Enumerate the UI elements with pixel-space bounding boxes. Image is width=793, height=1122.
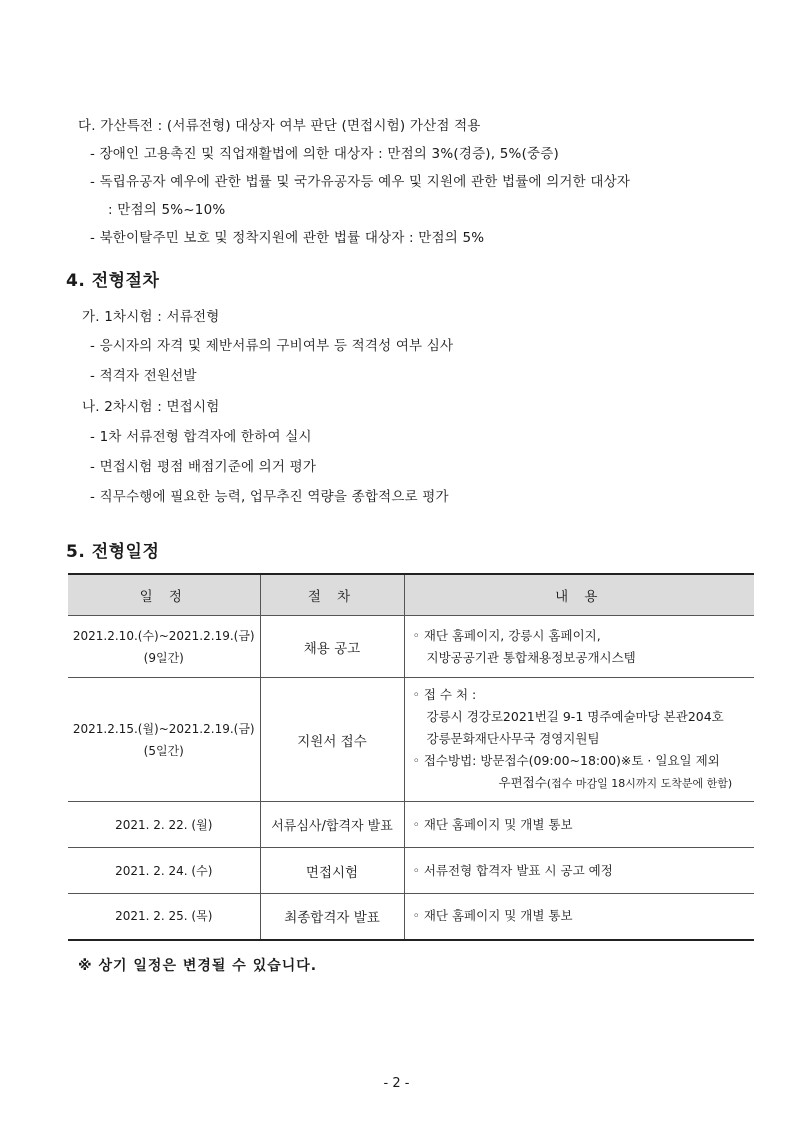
schedule-table: [68, 573, 754, 941]
bonus-title: 다. 가산특전 : (서류전형) 대상자 여부 판단 (면접시험) 가산점 적용: [78, 118, 481, 134]
bonus-item-defectors: - 북한이탈주민 보호 및 정착지원에 관한 법률 대상자 : 만점의 5%: [90, 230, 485, 246]
table-header-row: [68, 574, 754, 616]
table-row: [68, 802, 754, 848]
row-date: 2021. 2. 24. (수): [68, 848, 260, 894]
row-step: 최종합격자 발표: [260, 894, 404, 940]
bonus-item-disabled: - 장애인 고용촉진 및 직업재활법에 의한 대상자 : 만점의 3%(경증), 5%(중증): [90, 146, 559, 162]
stage2-item: - 1차 서류전형 합격자에 한하여 실시: [90, 429, 312, 445]
row-content: ◦ 서류전형 합격자 발표 시 공고 예정: [404, 848, 754, 894]
section5-heading: 5. 전형일정: [66, 542, 160, 562]
stage2-title: 나. 2차시험 : 면접시험: [82, 399, 220, 415]
table-row: [68, 678, 754, 802]
row-content: ◦ 접 수 처 : 강릉시 경강로2021번길 9-1 명주예술마당 본관204호 강릉문화재단사무국 경영지원팀 ◦ 접수방법: 방문접수(09:00~18:00)※토 · 일요일 제외 우편접수(접수 마감일 18시까지 도착분에 한함): [404, 678, 754, 802]
bonus-item-veterans-score: : 만점의 5%~10%: [108, 202, 226, 218]
row-date: 2021. 2. 22. (월): [68, 802, 260, 848]
stage1-title: 가. 1차시험 : 서류전형: [82, 309, 220, 325]
table-row: [68, 848, 754, 894]
page-number: - 2 -: [383, 1076, 410, 1091]
stage1-item: - 적격자 전원선발: [90, 368, 197, 384]
stage2-item: - 직무수행에 필요한 능력, 업무추진 역량을 종합적으로 평가: [90, 489, 449, 505]
table-row: [68, 616, 754, 678]
row-step: 지원서 접수: [260, 678, 404, 802]
schedule-note: ※ 상기 일정은 변경될 수 있습니다.: [78, 958, 318, 974]
bonus-item-veterans: - 독립유공자 예우에 관한 법률 및 국가유공자등 예우 및 지원에 관한 법률에 의거한 대상자: [90, 174, 631, 190]
header-step: 절 차: [260, 574, 404, 616]
row-date: 2021.2.10.(수)~2021.2.19.(금) (9일간): [68, 616, 260, 678]
section4-heading: 4. 전형절차: [66, 271, 160, 291]
row-content: ◦ 재단 홈페이지, 강릉시 홈페이지, 지방공공기관 통합채용정보공개시스템: [404, 616, 754, 678]
stage1-item: - 응시자의 자격 및 제반서류의 구비여부 등 적격성 여부 심사: [90, 338, 454, 354]
row-step: 서류심사/합격자 발표: [260, 802, 404, 848]
row-content: ◦ 재단 홈페이지 및 개별 통보: [404, 802, 754, 848]
row-content: ◦ 재단 홈페이지 및 개별 통보: [404, 894, 754, 940]
stage2-item: - 면접시험 평점 배점기준에 의거 평가: [90, 459, 317, 475]
row-step: 채용 공고: [260, 616, 404, 678]
header-content: 내 용: [404, 574, 754, 616]
table-row: [68, 894, 754, 940]
header-date: 일 정: [68, 574, 260, 616]
row-step: 면접시험: [260, 848, 404, 894]
row-date: 2021. 2. 25. (목): [68, 894, 260, 940]
row-date: 2021.2.15.(월)~2021.2.19.(금) (5일간): [68, 678, 260, 802]
